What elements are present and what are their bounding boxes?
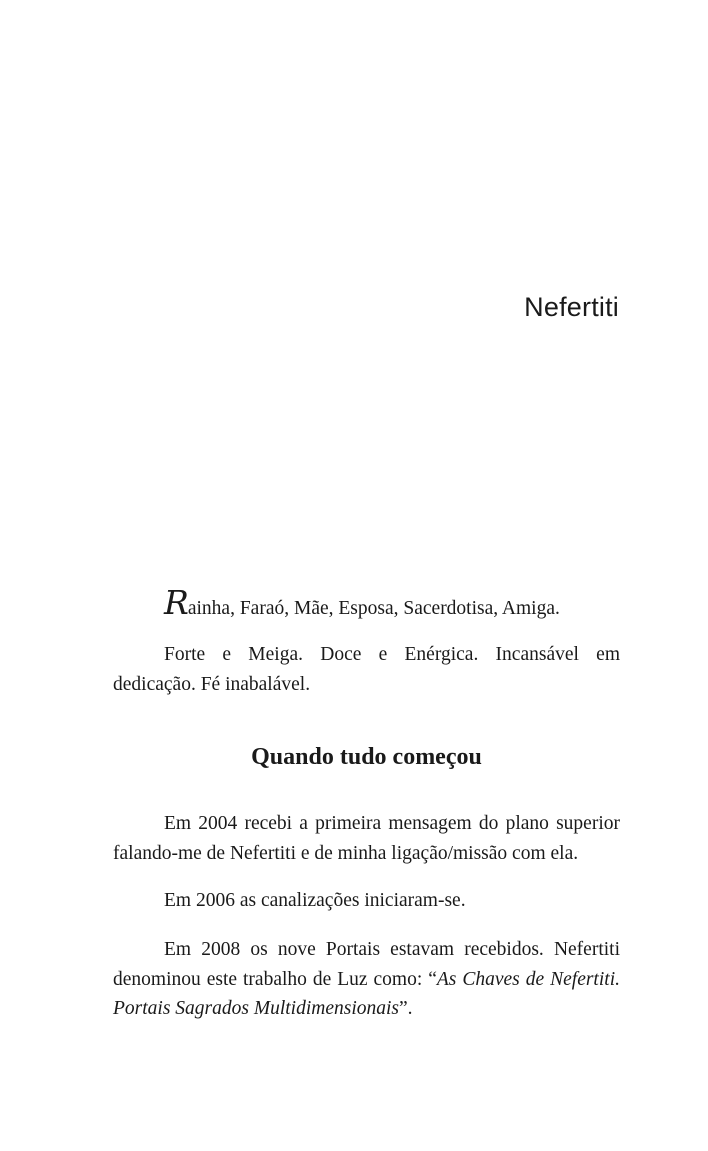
book-title-italic: As Chaves de Nefertiti. Portais Sagrados Multidimensionais [113,968,620,1019]
intro-paragraph [113,583,620,624]
body-paragraph: Em 2006 as canalizações iniciaram-se. [164,890,466,911]
decorative-initial: R [164,583,188,622]
paragraph-text-end: ”. [399,998,413,1019]
body-paragraph: Em 2004 recebi a primeira mensagem do plano superior falando-me de Nefertiti e de minha ligação/missão com ela. [113,813,620,864]
intro-line-text: ainha, Faraó, Mãe, Esposa, Sacerdotisa, Amiga. [187,598,560,619]
paragraph-text: Em 2008 os nove Portais estavam recebidos. Nefertiti denominou este trabalho de Luz como: “ [113,939,620,990]
chapter-title: Nefertiti [524,292,619,322]
intro-second-paragraph: Forte e Meiga. Doce e Enérgica. Incansável em dedicação. Fé inabalável. [113,644,620,695]
body-paragraph-last [113,935,620,1024]
section-heading: Quando tudo começou [251,744,482,770]
